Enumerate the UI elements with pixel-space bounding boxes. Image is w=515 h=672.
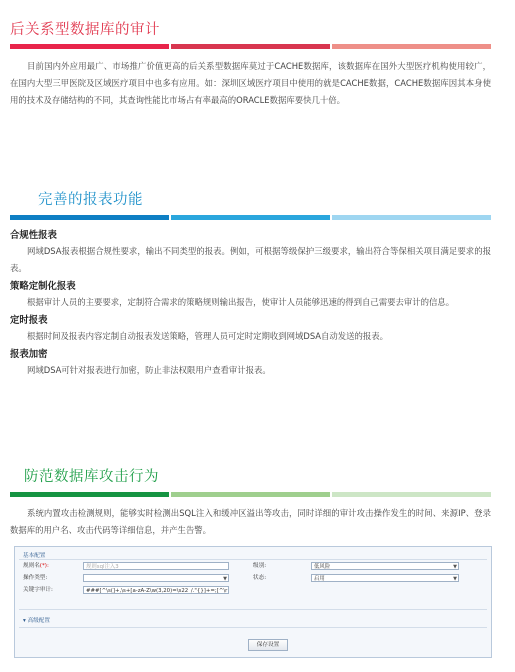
- save-settings-button[interactable]: 保存设置: [248, 639, 288, 651]
- rule-name-label-text: 规则名: [23, 563, 40, 569]
- expand-icon: ▾: [23, 618, 26, 624]
- report-body: 根据时间及报表内容定制自动报表发送策略，管理人员可定时定期收到网域DSA自动发送的报表。: [27, 331, 389, 341]
- section-divider: [10, 215, 491, 220]
- section-body: 目前国内外应用最广、市场推广价值更高的后关系型数据库莫过于CACHE数据库，该数据库在国外大型医疗机构使用较广，在国内大型三甲医院及区域医疗项目中也多有应用。如：深圳区域医疗项目中使用的就是CACHE数据，CACHE数据库因其本身使用的技术及存储结构的不同，其查询性能比市场占有率最高的ORACLE数据库要快几十倍。: [10, 61, 491, 105]
- group-divider: [19, 609, 487, 610]
- report-heading: 策略定制化报表: [10, 281, 76, 292]
- level-select[interactable]: [311, 562, 459, 570]
- divider-segment: [332, 44, 491, 49]
- group-basic-title: 基本配置: [23, 553, 46, 559]
- report-body: 网域DSA可针对报表进行加密，防止非法权限用户查看审计报表。: [27, 365, 271, 375]
- status-value: 启用: [314, 576, 325, 582]
- keyword-label: 关键字审计:: [23, 587, 53, 593]
- chevron-down-icon: ▼: [223, 576, 227, 582]
- required-marker: (*):: [39, 563, 49, 569]
- section-title: 后关系型数据库的审计: [10, 22, 160, 38]
- section-attack-defense: [10, 465, 491, 539]
- op-type-label: 操作类型:: [23, 575, 48, 581]
- report-heading: 报表加密: [10, 349, 48, 360]
- section-body: 系统内置攻击检测规则，能够实时检测出SQL注入和缓冲区溢出等攻击，同时详细的审计攻击操作发生的时间、来源IP、登录数据库的用户名、攻击代码等详细信息，并产生告警。: [10, 508, 491, 535]
- section-reporting: [10, 188, 491, 381]
- level-label: 级别:: [253, 563, 267, 569]
- section-divider: [10, 492, 491, 497]
- section-postrelational-audit: [10, 18, 491, 109]
- report-list: [10, 228, 491, 379]
- keyword-value: ###[^\s(]+,\s+[a-zA-Z\w(3,20)=\s22_/."{}]+=;[^\r: [86, 588, 228, 594]
- status-select[interactable]: [311, 574, 459, 582]
- op-type-select[interactable]: [83, 574, 229, 582]
- group-advanced-title: 高级配置: [27, 618, 50, 624]
- section-title: 防范数据库攻击行为: [24, 469, 159, 485]
- section-divider: [10, 44, 491, 49]
- chevron-down-icon: ▼: [453, 564, 457, 570]
- report-body: 根据审计人员的主要要求，定制符合需求的策略规则输出报告，使审计人员能够迅速的得到自己需要去审计的信息。: [27, 297, 455, 307]
- group-divider: [19, 627, 487, 628]
- divider-segment: [10, 492, 169, 497]
- rule-name-placeholder: 规则sql注入3: [86, 564, 119, 570]
- rule-name-input[interactable]: [83, 562, 229, 570]
- report-body: 网域DSA报表根据合规性要求，输出不同类型的报表。例如，可根据等级保护三级要求，输出符合等保相关项目满足要求的报表。: [10, 246, 491, 273]
- rule-config-panel: [14, 546, 492, 658]
- divider-segment: [171, 215, 330, 220]
- divider-segment: [332, 492, 491, 497]
- divider-segment: [332, 215, 491, 220]
- divider-segment: [10, 44, 169, 49]
- keyword-input[interactable]: [83, 586, 229, 594]
- divider-segment: [10, 215, 169, 220]
- report-heading: 合规性报表: [10, 230, 57, 241]
- status-label: 状态:: [253, 575, 267, 581]
- report-heading: 定时报表: [10, 315, 48, 326]
- divider-segment: [171, 44, 330, 49]
- group-advanced-toggle[interactable]: [23, 616, 50, 624]
- chevron-down-icon: ▼: [453, 576, 457, 582]
- section-title: 完善的报表功能: [38, 192, 143, 208]
- rule-name-label: [23, 562, 49, 571]
- level-value: 低风险: [314, 564, 331, 570]
- divider-segment: [171, 492, 330, 497]
- group-divider: [19, 559, 487, 560]
